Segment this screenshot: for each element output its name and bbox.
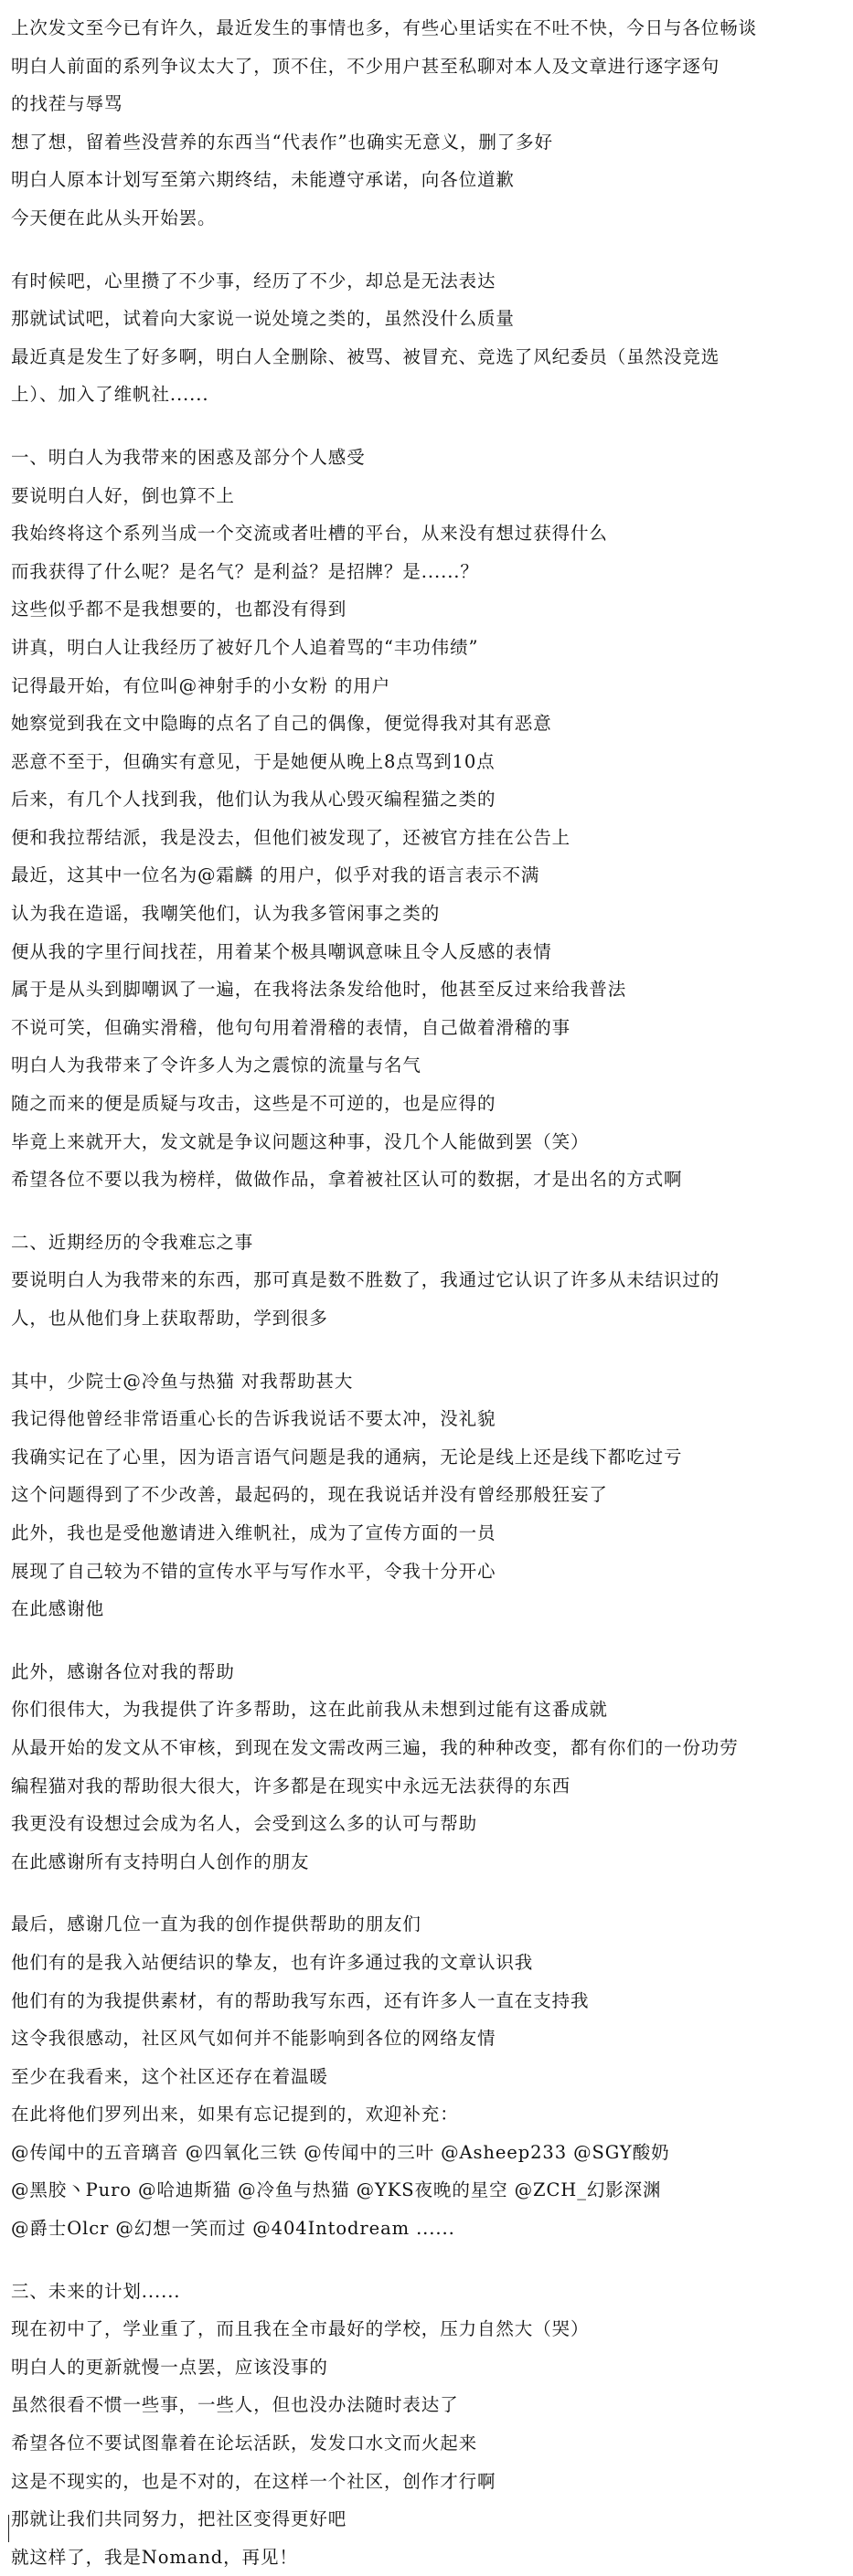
paragraph-gap: [11, 2248, 837, 2273]
text-line: 最近真是发生了好多啊，明白人全删除、被骂、被冒充、竞选了风纪委员（虽然没竞选: [11, 345, 720, 367]
section-one: [11, 439, 837, 1199]
text-line: 上）、加入了维帆社......: [11, 384, 209, 406]
text-line: 便从我的字里行间找茬，用着某个极具嘲讽意味且令人反感的表情: [11, 940, 552, 962]
text-line: 我始终将这个系列当成一个交流或者吐槽的平台，从来没有想过获得什么: [11, 523, 608, 545]
text-line: 那就让我们共同努力，把社区变得更好吧: [11, 2508, 347, 2530]
text-line: 我记得他曾经非常语重心长的告诉我说话不要太冲，没礼貌: [11, 1408, 496, 1430]
text-line: 编程猫对我的帮助很大很大，许多都是在现实中永远无法获得的东西: [11, 1775, 571, 1797]
thanks-friends-paragraph: [11, 1905, 837, 2247]
text-line: 恶意不至于，但确实有意见，于是她便从晚上8点骂到10点: [11, 750, 496, 772]
text-line: 认为我在造谣，我嘲笑他们，认为我多管闲事之类的: [11, 903, 441, 925]
closing-line: 就这样了，我是Nomand，再见！: [11, 2546, 298, 2568]
text-line: 展现了自己较为不错的宣传水平与写作水平，令我十分开心: [11, 1560, 496, 1582]
text-line: 希望各位不要以我为榜样，做做作品，拿着被社区认可的数据，才是出名的方式啊: [11, 1169, 683, 1191]
section-two: [11, 1224, 837, 1338]
text-line: 在此感谢所有支持明白人创作的朋友: [11, 1850, 310, 1872]
text-line: 至少在我看来，这个社区还存在着温暖: [11, 2065, 328, 2087]
text-line: 现在初中了，学业重了，而且我在全市最好的学校，压力自然大（哭）: [11, 2318, 590, 2340]
text-line: 他们有的为我提供素材，有的帮助我写东西，还有许多人一直在支持我: [11, 1989, 590, 2011]
text-line: 这是不现实的，也是不对的，在这样一个社区，创作才行啊: [11, 2470, 496, 2492]
text-line: 这个问题得到了不少改善，最起码的，现在我说话并没有曾经那般狂妄了: [11, 1484, 608, 1506]
text-line: 上次发文至今已有许久，最近发生的事情也多，有些心里话实在不吐不快，今日与各位畅谈: [11, 17, 758, 38]
thanks-everyone-paragraph: [11, 1653, 837, 1882]
text-line: 讲真，明白人让我经历了被好几个人追着骂的“丰功伟绩”: [11, 636, 479, 658]
text-line: 我更没有设想过会成为名人，会受到这么多的认可与帮助: [11, 1813, 478, 1835]
text-line: 而我获得了什么呢？是名气？是利益？是招牌？是......？: [11, 560, 479, 582]
text-line: 虽然很看不惯一些事，一些人，但也没办法随时表达了: [11, 2394, 459, 2416]
paragraph-gap: [11, 1881, 837, 1905]
paragraph-gap: [11, 414, 837, 439]
text-line: 那就试试吧，试着向大家说一说处境之类的，虽然没什么质量: [11, 308, 515, 330]
text-line: 要说明白人好，倒也算不上: [11, 484, 235, 506]
text-line: 后来，有几个人找到我，他们认为我从心毁灭编程猫之类的: [11, 789, 496, 811]
text-line: 希望各位不要试图靠着在论坛活跃，发发口水文而火起来: [11, 2433, 478, 2454]
text-line: 其中，少院士@冷鱼与热猫 对我帮助甚大: [11, 1370, 354, 1392]
text-line: 最近，这其中一位名为@霜麟 的用户，似乎对我的语言表示不满: [11, 864, 540, 886]
paragraph-gap: [11, 1199, 837, 1224]
text-line: 他们有的是我入站便结识的挚友，也有许多通过我的文章认识我: [11, 1951, 534, 1973]
text-line: 属于是从头到脚嘲讽了一遍，在我将法条发给他时，他甚至反过来给我普法: [11, 979, 627, 1001]
paragraph-gap: [11, 238, 837, 262]
text-line: 这令我很感动，社区风气如何并不能影响到各位的网络友情: [11, 2028, 496, 2050]
text-line: 在此将他们罗列出来，如果有忘记提到的，欢迎补充：: [11, 2104, 459, 2125]
text-line: 想了想，留着些没营养的东西当“代表作”也确实无意义，删了多好: [11, 131, 553, 153]
text-line: 此外，感谢各位对我的帮助: [11, 1660, 235, 1682]
mention-list-line: @黑胶丶Puro @哈迪斯猫 @冷鱼与热猫 @YKS夜晚的星空 @ZCH_幻影深渊: [11, 2179, 662, 2201]
text-line: 记得最开始，有位叫@神射手的小女粉 的用户: [11, 674, 391, 696]
text-line: 毕竟上来就开大，发文就是争议问题这种事，没几个人能做到罢（笑）: [11, 1130, 590, 1152]
section-three: [11, 2273, 837, 2576]
text-line: 她察觉到我在文中隐晦的点名了自己的偶像，便觉得我对其有恶意: [11, 713, 552, 735]
paragraph-gap: [11, 1628, 837, 1653]
text-line: 今天便在此从头开始罢。: [11, 207, 217, 228]
text-line: 这些似乎都不是我想要的，也都没有得到: [11, 599, 347, 620]
text-line: 的找茬与辱骂: [11, 93, 123, 115]
text-cursor: [8, 2515, 9, 2542]
thanks-mentor-paragraph: [11, 1362, 837, 1628]
text-line: 要说明白人为我带来的东西，那可真是数不胜数了，我通过它认识了许多从未结识过的: [11, 1269, 720, 1291]
paragraph-gap: [11, 1338, 837, 1362]
section-heading: 三、未来的计划......: [11, 2280, 181, 2302]
intro-paragraph: [11, 9, 837, 238]
mention-list-line: @爵士Olcr @幻想一笑而过 @404Intodream ......: [11, 2218, 455, 2240]
text-line: 不说可笑，但确实滑稽，他句句用着滑稽的表情，自己做着滑稽的事: [11, 1016, 571, 1038]
text-line: 我确实记在了心里，因为语言语气问题是我的通病，无论是线上还是线下都吃过亏: [11, 1446, 683, 1468]
text-line: 从最开始的发文从不审核，到现在发文需改两三遍，我的种种改变，都有你们的一份功劳: [11, 1736, 739, 1758]
text-line: 最后，感谢几位一直为我的创作提供帮助的朋友们: [11, 1913, 421, 1935]
text-line: 明白人为我带来了令许多人为之震惊的流量与名气: [11, 1055, 421, 1076]
text-line: 随之而来的便是质疑与攻击，这些是不可逆的，也是应得的: [11, 1093, 496, 1115]
text-line: 人，也从他们身上获取帮助，学到很多: [11, 1308, 328, 1329]
mention-list-line: @传闻中的五音璃音 @四氧化三铁 @传闻中的三叶 @Asheep233 @SGY酸奶: [11, 2141, 670, 2163]
text-line: 明白人的更新就慢一点罢，应该没事的: [11, 2356, 328, 2378]
text-line: 你们很伟大，为我提供了许多帮助，这在此前我从未想到过能有这番成就: [11, 1699, 608, 1721]
preface-paragraph: [11, 262, 837, 414]
text-line: 便和我拉帮结派，我是没去，但他们被发现了，还被官方挂在公告上: [11, 826, 571, 848]
section-heading: 二、近期经历的令我难忘之事: [11, 1231, 254, 1253]
text-line: 此外，我也是受他邀请进入维帆社，成为了宣传方面的一员: [11, 1521, 496, 1543]
text-line: 在此感谢他: [11, 1598, 105, 1620]
text-line: 有时候吧，心里攒了不少事，经历了不少，却总是无法表达: [11, 270, 496, 292]
text-line: 明白人原本计划写至第六期终结，未能遵守承诺，向各位道歉: [11, 169, 515, 191]
section-heading: 一、明白人为我带来的困惑及部分个人感受: [11, 446, 366, 468]
text-line: 明白人前面的系列争议太大了，顶不住，不少用户甚至私聊对本人及文章进行逐字逐句: [11, 55, 720, 77]
